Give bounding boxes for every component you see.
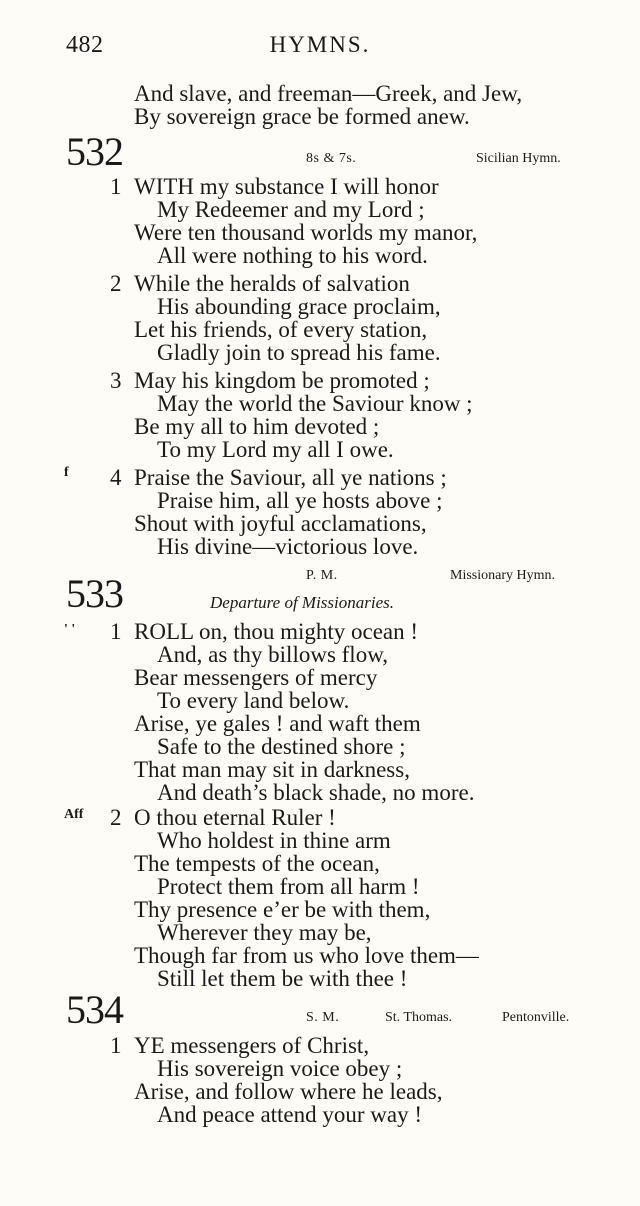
verse-line: To my Lord my all I owe. bbox=[157, 437, 394, 462]
hymn-subtitle: Departure of Missionaries. bbox=[210, 593, 395, 612]
verse-line: His sovereign voice obey ; bbox=[157, 1056, 403, 1081]
verse-line: May his kingdom be promoted ; bbox=[134, 368, 430, 393]
hymn-number-532: 532 bbox=[66, 129, 123, 174]
verse-line: While the heralds of salvation bbox=[134, 271, 410, 296]
verse-line: Who holdest in thine arm bbox=[157, 828, 391, 853]
hymn-meter: P. M. bbox=[306, 568, 338, 583]
verse-line: O thou eternal Ruler ! bbox=[134, 805, 336, 830]
verse-line: Praise him, all ye hosts above ; bbox=[157, 488, 443, 513]
verse-line: Arise, and follow where he leads, bbox=[134, 1079, 443, 1104]
verse-number: 1 bbox=[110, 1033, 122, 1058]
tune-name: St. Thomas. bbox=[385, 1010, 453, 1025]
verse-line: Shout with joyful acclamations, bbox=[134, 511, 427, 536]
verse-line: And death’s black shade, no more. bbox=[157, 780, 475, 805]
verse-line: Though far from us who love them— bbox=[134, 943, 479, 968]
verse-number: 2 bbox=[110, 805, 122, 830]
verse-line: That man may sit in darkness, bbox=[134, 757, 410, 782]
verse-line: Let his friends, of every station, bbox=[134, 317, 428, 342]
verse-line: My Redeemer and my Lord ; bbox=[157, 197, 425, 222]
verse-line: May the world the Saviour know ; bbox=[157, 391, 473, 416]
tune-name: Sicilian Hymn. bbox=[476, 151, 561, 166]
verse-line: Arise, ye gales ! and waft them bbox=[134, 711, 421, 736]
verse-number: 2 bbox=[110, 271, 122, 296]
verse-number: 3 bbox=[110, 368, 122, 393]
page-number: 482 bbox=[66, 32, 104, 58]
dynamic-mark: ' ' bbox=[64, 622, 76, 637]
verse-line: Wherever they may be, bbox=[157, 920, 372, 945]
hymn-meter: 8s & 7s. bbox=[306, 151, 357, 166]
verse-line: And peace attend your way ! bbox=[157, 1102, 423, 1127]
hymn-number-533: 533 bbox=[66, 571, 123, 616]
verse-line: Were ten thousand worlds my manor, bbox=[134, 220, 478, 245]
verse-number: 4 bbox=[110, 465, 122, 490]
verse-line: Thy presence e’er be with them, bbox=[134, 897, 431, 922]
verse-line: All were nothing to his word. bbox=[157, 243, 428, 268]
verse-line: ROLL on, thou mighty ocean ! bbox=[134, 619, 419, 644]
hymn-meter: S. M. bbox=[306, 1010, 340, 1025]
verse-line: Protect them from all harm ! bbox=[157, 874, 420, 899]
tune-name: Missionary Hymn. bbox=[450, 568, 555, 583]
page-header bbox=[0, 32, 640, 62]
dynamic-mark: Aff bbox=[64, 807, 84, 822]
verse-line: YE messengers of Christ, bbox=[134, 1033, 370, 1058]
verse-line: WITH my substance I will honor bbox=[134, 174, 439, 199]
verse-number: 1 bbox=[110, 174, 122, 199]
verse-line: Praise the Saviour, all ye nations ; bbox=[134, 465, 447, 490]
verse-line: Safe to the destined shore ; bbox=[157, 734, 406, 759]
carryover-line: And slave, and freeman—Greek, and Jew, bbox=[134, 81, 523, 106]
verse-line: To every land below. bbox=[157, 688, 350, 713]
tune-name: Pentonville. bbox=[502, 1010, 570, 1025]
verse-line: The tempests of the ocean, bbox=[134, 851, 380, 876]
verse-line: Still let them be with thee ! bbox=[157, 966, 408, 991]
dynamic-mark: f bbox=[64, 465, 69, 480]
verse-line: His divine—victorious love. bbox=[157, 534, 419, 559]
verse-line: His abounding grace proclaim, bbox=[157, 294, 441, 319]
running-head: HYMNS. bbox=[269, 32, 371, 57]
carryover-line: By sovereign grace be formed anew. bbox=[134, 104, 470, 129]
verse-number: 1 bbox=[110, 619, 122, 644]
verse-line: Gladly join to spread his fame. bbox=[157, 340, 441, 365]
verse-line: Bear messengers of mercy bbox=[134, 665, 378, 690]
verse-line: Be my all to him devoted ; bbox=[134, 414, 380, 439]
hymn-number-534: 534 bbox=[66, 987, 123, 1032]
verse-line: And, as thy billows flow, bbox=[157, 642, 389, 667]
